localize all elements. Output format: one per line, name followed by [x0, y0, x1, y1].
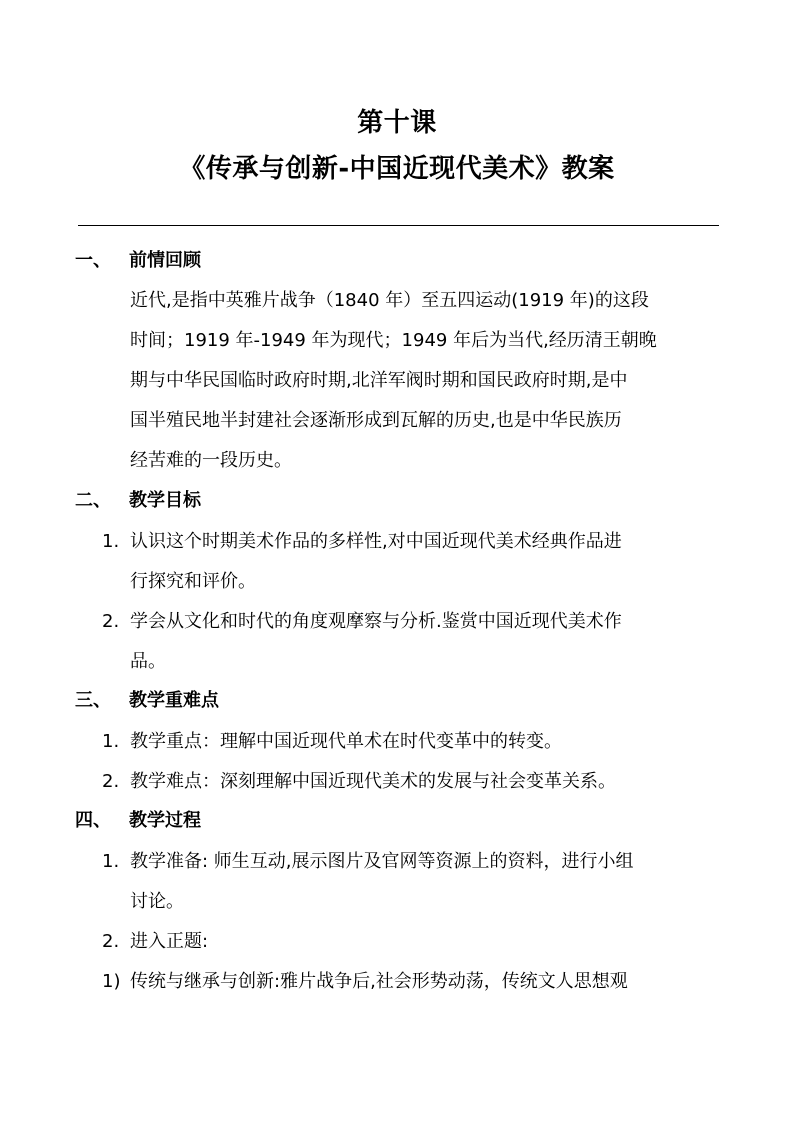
- item-line: 讨论。: [130, 891, 184, 912]
- list-item: [102, 842, 732, 922]
- item-line: 学会从文化和时代的角度观摩察与分析.鉴赏中国近现代美术作: [130, 611, 622, 632]
- title-divider: [78, 225, 719, 226]
- list-marker: 1): [102, 971, 121, 992]
- list-item: [102, 962, 732, 1002]
- section-number: 二、: [75, 490, 111, 511]
- item-line: 教学重点：理解中国近现代单术在时代变革中的转变。: [130, 731, 562, 752]
- section-title: 教学目标: [129, 490, 201, 511]
- list-marker: 1.: [102, 731, 120, 752]
- item-line: 认识这个时期美术作品的多样性,对中国近现代美术经典作品进: [130, 531, 622, 552]
- section-heading-key-points: [75, 686, 219, 716]
- item-line: 进入正题:: [130, 931, 209, 952]
- section-title: 教学过程: [129, 810, 201, 831]
- item-line: 行探究和评价。: [130, 571, 256, 592]
- section-heading-objectives: [75, 486, 201, 516]
- list-item: [102, 522, 732, 602]
- review-paragraph: [130, 281, 730, 481]
- item-line: 品。: [130, 651, 166, 672]
- list-marker: 1.: [102, 531, 120, 552]
- list-item: [102, 722, 732, 762]
- item-line: 教学准备: 师生互动,展示图片及官网等资源上的资料，进行小组: [130, 851, 634, 872]
- section-heading-process: [75, 806, 201, 836]
- paragraph-line: 时间；1919 年-1949 年为现代；1949 年后为当代,经历清王朝晚: [130, 330, 657, 351]
- list-marker: 2.: [102, 931, 120, 952]
- section-heading-review: [75, 246, 201, 276]
- paragraph-line: 经苦难的一段历史。: [130, 450, 292, 471]
- section-title: 教学重难点: [129, 690, 219, 711]
- list-item: [102, 922, 732, 962]
- list-marker: 2.: [102, 611, 120, 632]
- lesson-number-title: 第十课: [357, 108, 437, 138]
- list-item: [102, 762, 732, 802]
- lesson-plan-title: 《传承与创新-中国近现代美术》教案: [179, 154, 615, 184]
- paragraph-line: 国半殖民地半封建社会逐渐形成到瓦解的历史,也是中华民族历: [130, 410, 622, 431]
- section-number: 四、: [75, 810, 111, 831]
- item-line: 教学难点：深刻理解中国近现代美术的发展与社会变革关系。: [130, 771, 616, 792]
- list-item: [102, 602, 732, 682]
- list-marker: 1.: [102, 851, 120, 872]
- list-marker: 2.: [102, 771, 120, 792]
- item-line: 传统与继承与创新:雅片战争后,社会形势动荡，传统文人思想观: [130, 971, 628, 992]
- section-title: 前情回顾: [129, 250, 201, 271]
- section-number: 一、: [75, 250, 111, 271]
- section-number: 三、: [75, 690, 111, 711]
- paragraph-line: 近代,是指中英雅片战争（1840 年）至五四运动(1919 年)的这段: [130, 290, 649, 311]
- paragraph-line: 期与中华民国临时政府时期,北洋军阀时期和国民政府时期,是中: [130, 370, 628, 391]
